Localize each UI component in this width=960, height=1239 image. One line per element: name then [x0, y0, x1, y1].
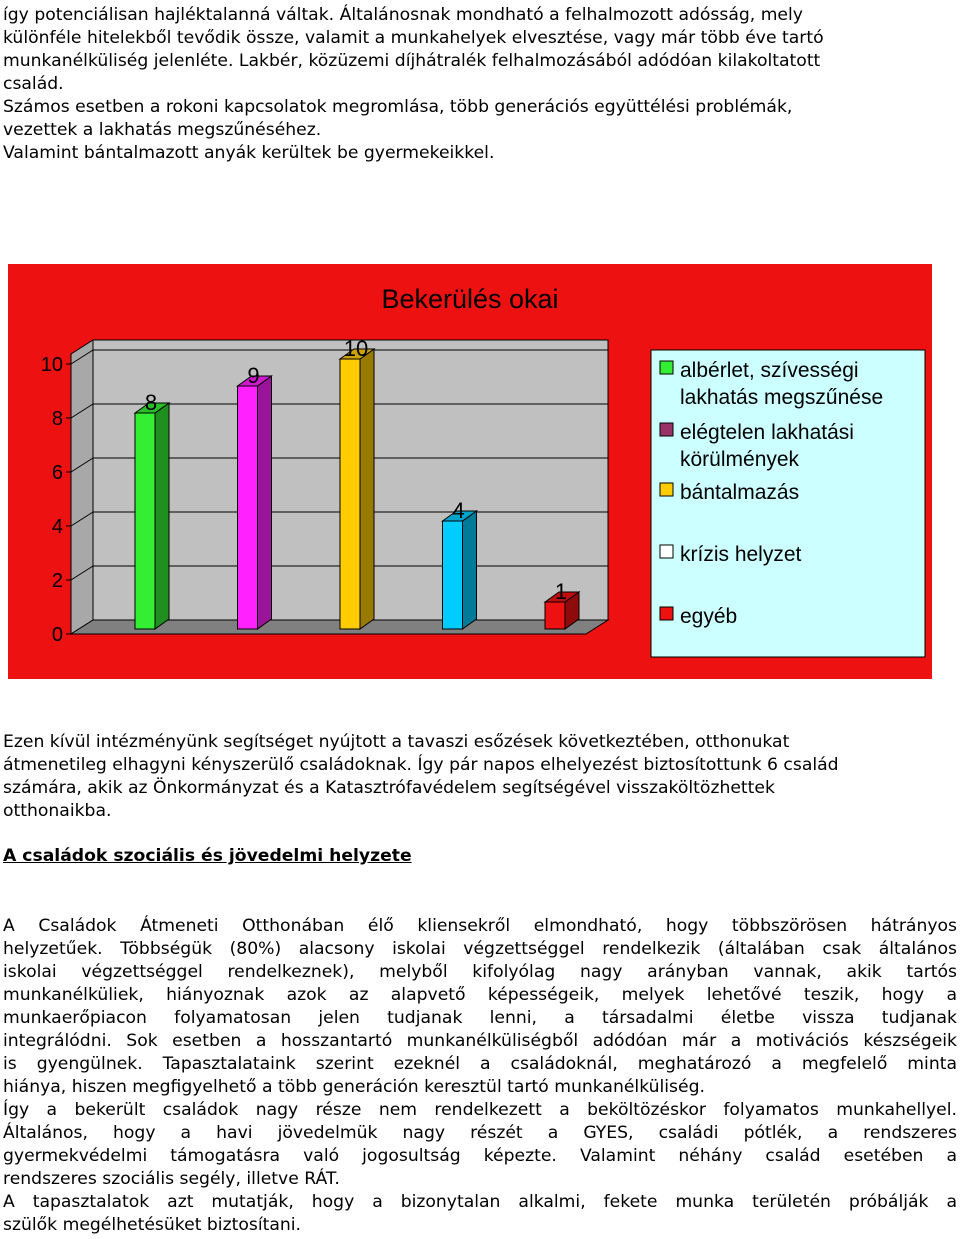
bar-side — [155, 403, 169, 629]
legend-swatch — [660, 545, 673, 558]
bar-side — [360, 349, 374, 629]
text-line: szülők megélhetésüket biztosítani. — [3, 1215, 301, 1235]
legend-label: elégtelen lakhatási — [680, 421, 854, 444]
text-line: munkaerőpiacon folyamatosan jelen tudjanak lenni, a társadalmi életbe vissza tudjanak — [3, 1008, 957, 1028]
legend-label: krízis helyzet — [680, 543, 802, 566]
text-line: A Családok Átmeneti Otthonában élő kliensekről elmondható, hogy többszörösen hátrányos — [3, 916, 957, 936]
legend-label: albérlet, szívességi — [680, 359, 859, 382]
bar — [545, 602, 565, 629]
y-tick-label: 2 — [51, 570, 63, 592]
bar — [238, 386, 258, 629]
body-paragraph — [3, 915, 957, 1237]
y-tick-label: 0 — [51, 624, 63, 646]
legend-swatch — [660, 423, 673, 436]
data-label: 9 — [247, 363, 260, 388]
text-line: otthonaikba. — [3, 801, 112, 821]
text-line: munkanélküliek, hiányoznak azok az alapvető képességeik, melyek lehetővé teszik, hogy a — [3, 985, 957, 1005]
text-line: integrálódni. Sok esetben a hosszantartó munkanélküliségből adódóan már a motivációs készségeik — [3, 1031, 957, 1051]
legend-label: egyéb — [680, 605, 738, 628]
bar-chart — [8, 264, 932, 679]
legend-label: körülmények — [680, 448, 800, 471]
text-line: gyermekvédelmi támogatásra való jogosultság képezte. Valamint néhány család esetében a — [3, 1146, 957, 1166]
text-line: Ezen kívül intézményünk segítséget nyújtott a tavaszi esőzések következtében, otthonukat — [3, 732, 790, 752]
section-heading: A családok szociális és jövedelmi helyzete — [3, 846, 412, 866]
legend-label: bántalmazás — [680, 481, 800, 504]
text-line: A tapasztalatok azt mutatják, hogy a bizonytalan alkalmi, fekete munka területén próbálják a — [3, 1192, 957, 1212]
text-line: Számos esetben a rokoni kapcsolatok megromlása, több generációs együttélési problémák, — [3, 97, 793, 117]
bar — [340, 359, 360, 629]
data-label: 1 — [554, 579, 568, 604]
y-tick-label: 10 — [40, 354, 63, 376]
text-line: Így a bekerült családok nagy része nem rendelkezett a beköltözéskor folyamatos munkahellyel. — [3, 1100, 957, 1120]
bar — [443, 521, 463, 629]
text-line: helyzetűek. Többségük (80%) alacsony iskolai végzettséggel rendelkezik (általában csak általános — [3, 939, 957, 959]
legend-swatch — [660, 483, 673, 496]
middle-paragraph — [3, 731, 957, 823]
bar-side — [258, 376, 272, 629]
text-line: számára, akik az Önkormányzat és a Katasztrófavédelem segítségével visszaköltözhettek — [3, 778, 775, 798]
data-label: 4 — [452, 498, 465, 523]
text-line: Valamint bántalmazott anyák kerültek be gyermekeikkel. — [3, 143, 495, 163]
legend-swatch — [660, 361, 673, 374]
text-line: Általános, hogy a havi jövedelmük nagy részét a GYES, családi pótlék, a rendszeres — [3, 1123, 957, 1143]
text-line: vezettek a lakhatás megszűnéséhez. — [3, 120, 322, 140]
y-tick-label: 6 — [51, 462, 63, 484]
y-tick-label: 4 — [51, 516, 63, 538]
text-line: átmenetileg elhagyni kényszerülő családoknak. Így pár napos elhelyezést biztosítottunk 6 család — [3, 755, 839, 775]
intro-paragraph — [3, 4, 957, 165]
legend-swatch — [660, 607, 673, 620]
text-line: is gyengülnek. Tapasztalataink szerint ezeknél a családoknál, meghatározó a megfelelő minta — [3, 1054, 957, 1074]
bar — [135, 413, 155, 629]
side-wall — [71, 340, 93, 634]
data-label: 10 — [343, 336, 369, 361]
text-line: különféle hitelekből tevődik össze, valamit a munkahelyek elvesztése, vagy már több éve tartó — [3, 28, 824, 48]
text-line: hiánya, hiszen megfigyelhető a több generáción keresztül tartó munkanélküliség. — [3, 1077, 705, 1097]
text-line: család. — [3, 74, 64, 94]
text-line: iskolai végzettséggel rendelkeznek), melyből kifolyólag nagy arányban vannak, akik tartós — [3, 962, 957, 982]
y-tick-label: 8 — [51, 408, 63, 430]
data-label: 8 — [144, 390, 158, 415]
text-line: rendszeres szociális segély, illetve RÁT. — [3, 1169, 340, 1189]
text-line: munkanélküliség jelenléte. Lakbér, közüzemi díjhátralék felhalmozásából adódóan kilakoltatott — [3, 51, 821, 71]
chart-title: Bekerülés okai — [381, 284, 559, 314]
bar-side — [463, 511, 477, 629]
text-line: így potenciálisan hajléktalanná váltak. Általánosnak mondható a felhalmozott adósság, mely — [3, 5, 803, 25]
legend-label: lakhatás megszűnése — [680, 386, 884, 409]
